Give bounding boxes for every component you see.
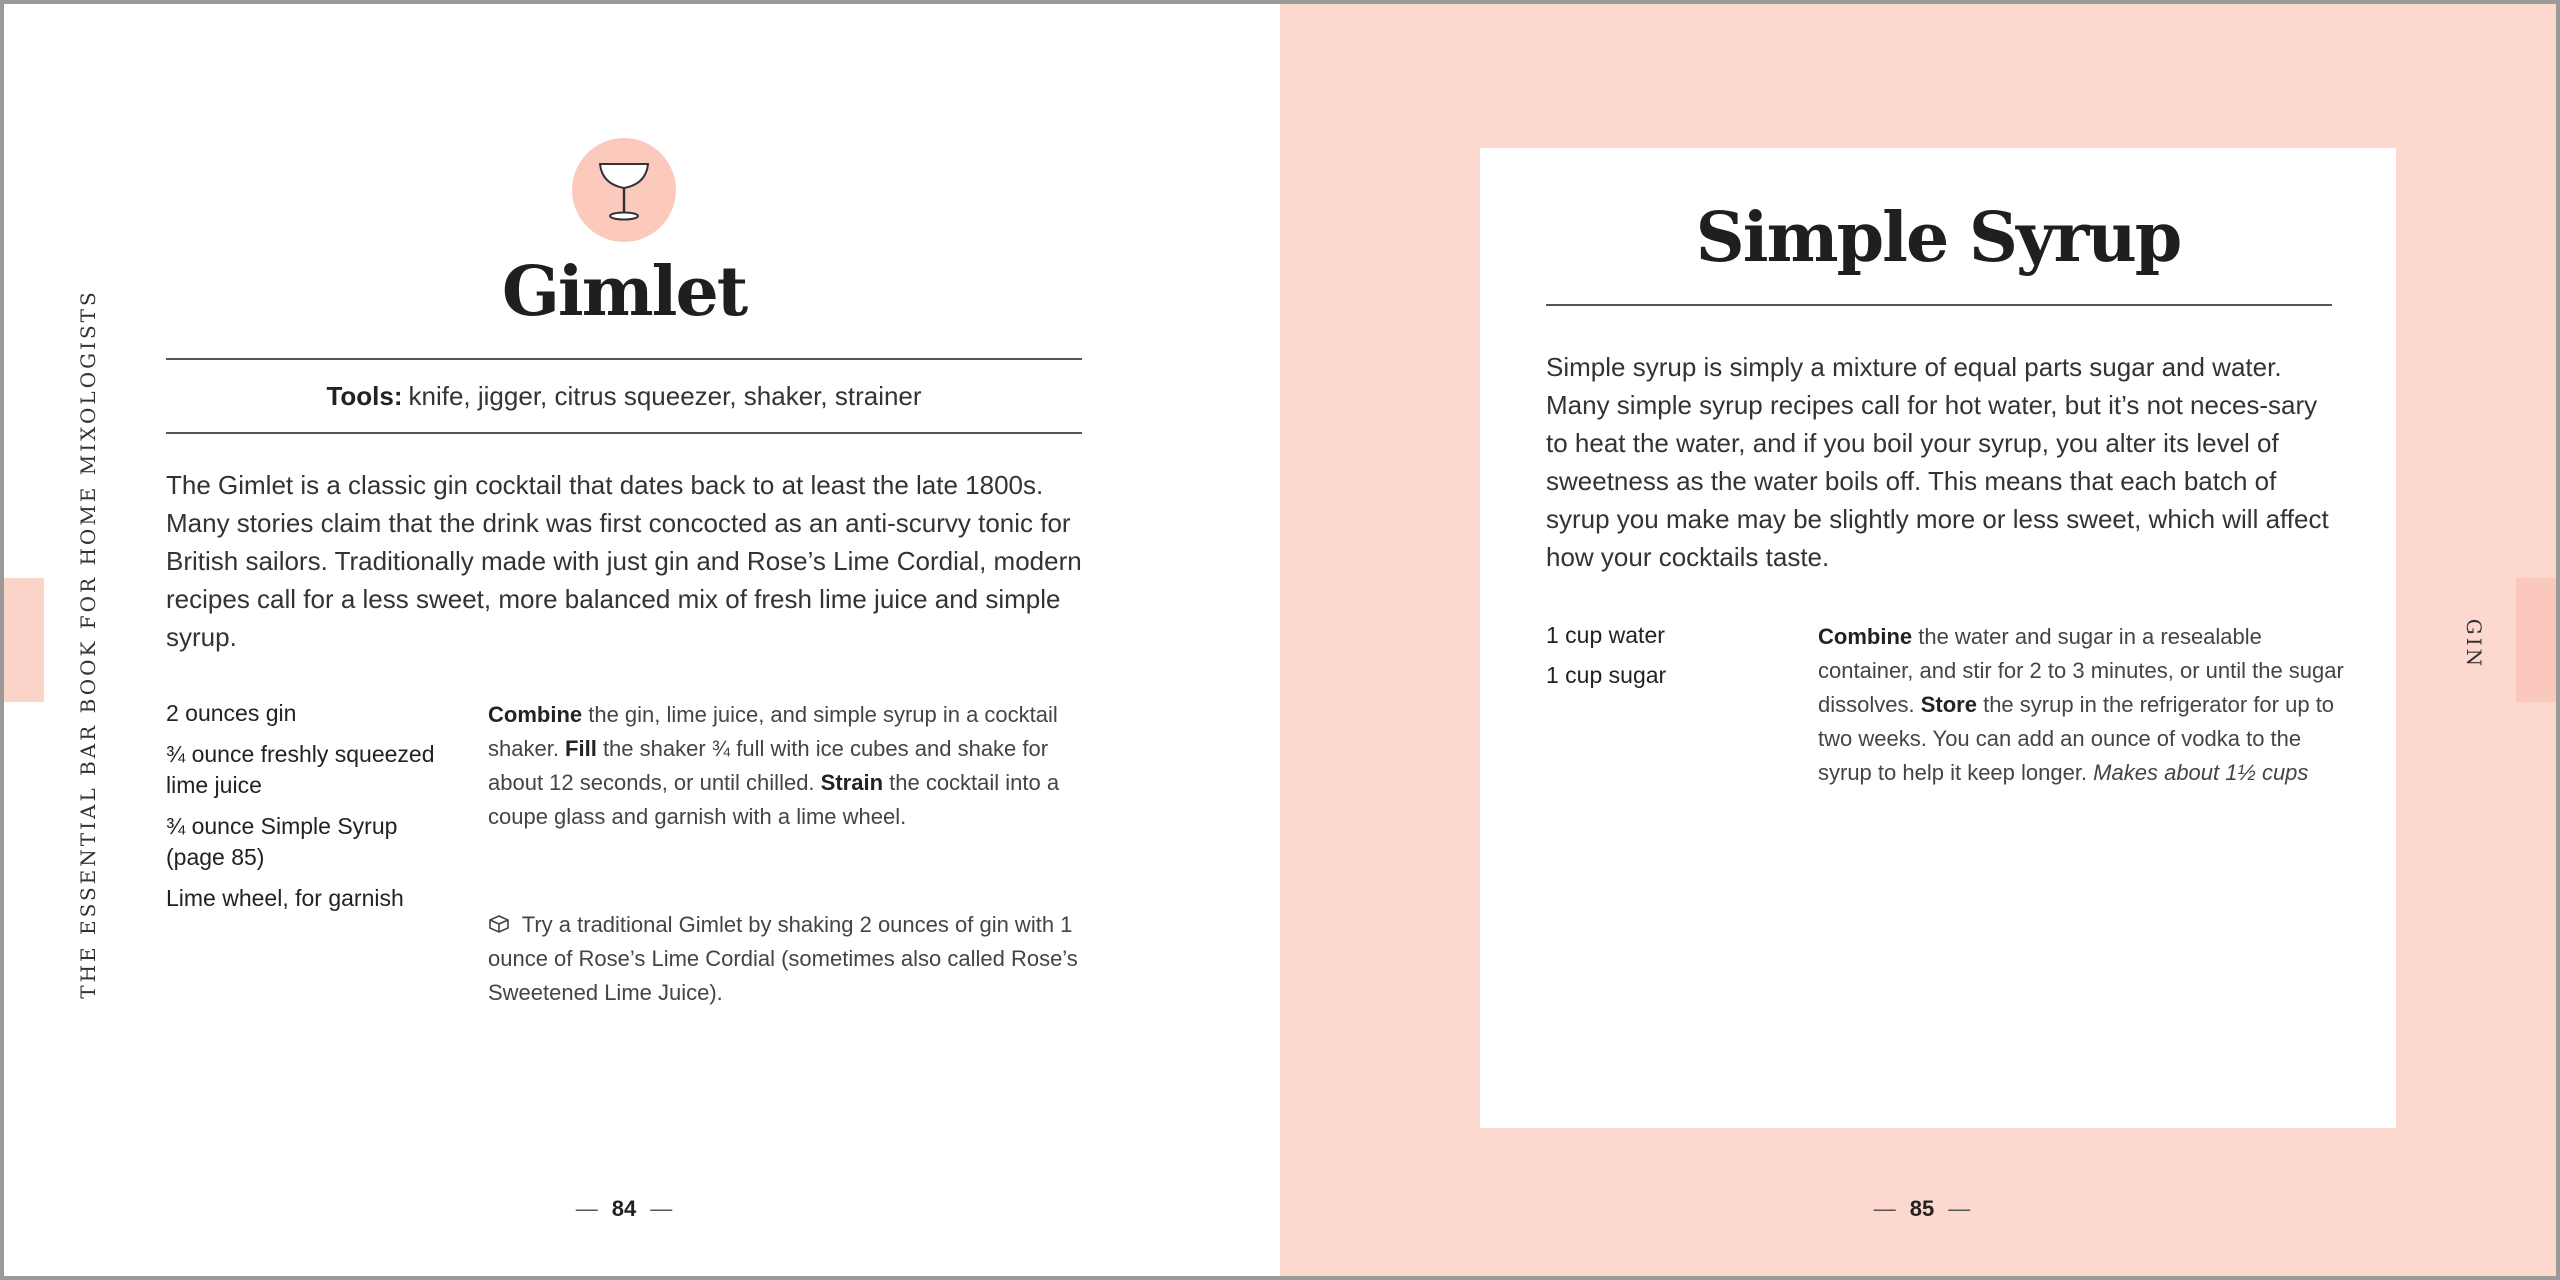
book-spread xyxy=(4,4,2556,1276)
ingredient-item: ¾ ounce Simple Syrup (page 85) xyxy=(166,813,398,870)
ingredient-list xyxy=(166,698,446,924)
method-text xyxy=(488,698,1088,834)
section-label: GIN xyxy=(2462,618,2486,670)
ingredient-item: 2 ounces gin xyxy=(166,700,297,726)
strain-text: the cocktail into a coupe glass and garnish with a lime wheel. xyxy=(488,770,1060,829)
yield-text: Makes about 1½ cups xyxy=(2093,760,2309,785)
ingredient-item: ¾ ounce freshly squeezed lime juice xyxy=(166,741,435,798)
page-number: — 85 — xyxy=(1873,1196,1971,1221)
combine-label: Combine xyxy=(1818,624,1913,649)
method-text xyxy=(1818,620,2348,790)
tip-note xyxy=(488,908,1088,1010)
recipe-title: Gimlet xyxy=(501,252,747,332)
ingredient-item: 1 cup sugar xyxy=(1546,662,1667,688)
fill-text: the shaker ¾ full with ice cubes and shake for about 12 seconds, or until chilled. xyxy=(488,736,1049,795)
combine-label: Combine xyxy=(488,702,583,727)
store-label: Store xyxy=(1920,692,1977,717)
intro-paragraph: Simple syrup is simply a mixture of equal parts sugar and water. Many simple syrup recipes call for hot water, but it’s not neces-sary to heat the water, and if you boil your syrup, you alter its level of sweetness as the water boils off. This means that each batch of syrup you make may be slightly more or less sweet, which will affect how your cocktails taste. xyxy=(1546,352,2329,572)
title-divider xyxy=(1546,304,2332,306)
ingredient-item: 1 cup water xyxy=(1546,622,1665,648)
tip-text: Try a traditional Gimlet by shaking 2 ounces of gin with 1 ounce of Rose’s Lime Cordial (sometimes also called Rose’s Sweetened Lime Juice). xyxy=(488,912,1078,1005)
edge-tab xyxy=(2516,578,2556,702)
right-page xyxy=(1280,4,2556,1276)
ingredient-list xyxy=(1546,620,1786,700)
tools-value: knife, jigger, citrus squeezer, shaker, strainer xyxy=(408,380,922,411)
recipe-card xyxy=(1480,148,2396,1128)
coupe-glass-icon xyxy=(572,138,676,242)
tools-line xyxy=(166,358,1082,434)
strain-label: Strain xyxy=(820,770,884,795)
left-page xyxy=(4,4,1280,1276)
fill-label: Fill xyxy=(565,736,597,761)
coupe-glass-icon-svg xyxy=(594,154,654,226)
page-number-value: 84 xyxy=(611,1196,637,1221)
tools-label: Tools: xyxy=(326,380,403,411)
edge-tab xyxy=(4,578,44,702)
page-number-value: 85 xyxy=(1909,1196,1935,1221)
spine-text: THE ESSENTIAL BAR BOOK FOR HOME MIXOLOGISTS xyxy=(76,289,100,999)
page-number: — 84 — xyxy=(575,1196,673,1221)
combine-text: the water and sugar in a resealable container, and stir for 2 to 3 minutes, or until the sugar dissolves. xyxy=(1818,624,2344,717)
intro-paragraph: The Gimlet is a classic gin cocktail that dates back to at least the late 1800s. Many stories claim that the drink was first concocted as an anti-scurvy tonic for British sailors. Traditionally made with just gin and Rose’s Lime Cordial, modern recipes call for a less sweet, more balanced mix of fresh lime juice and simple syrup. xyxy=(166,470,1082,652)
recipe-title: Simple Syrup xyxy=(1695,198,2181,278)
ice-cube-icon xyxy=(488,912,522,937)
ingredient-item: Lime wheel, for garnish xyxy=(166,885,404,911)
store-text: the syrup in the refrigerator for up to two weeks. You can add an ounce of vodka to the syrup to help it keep longer. xyxy=(1818,692,2335,785)
combine-text: the gin, lime juice, and simple syrup in a cocktail shaker. xyxy=(488,702,1058,761)
